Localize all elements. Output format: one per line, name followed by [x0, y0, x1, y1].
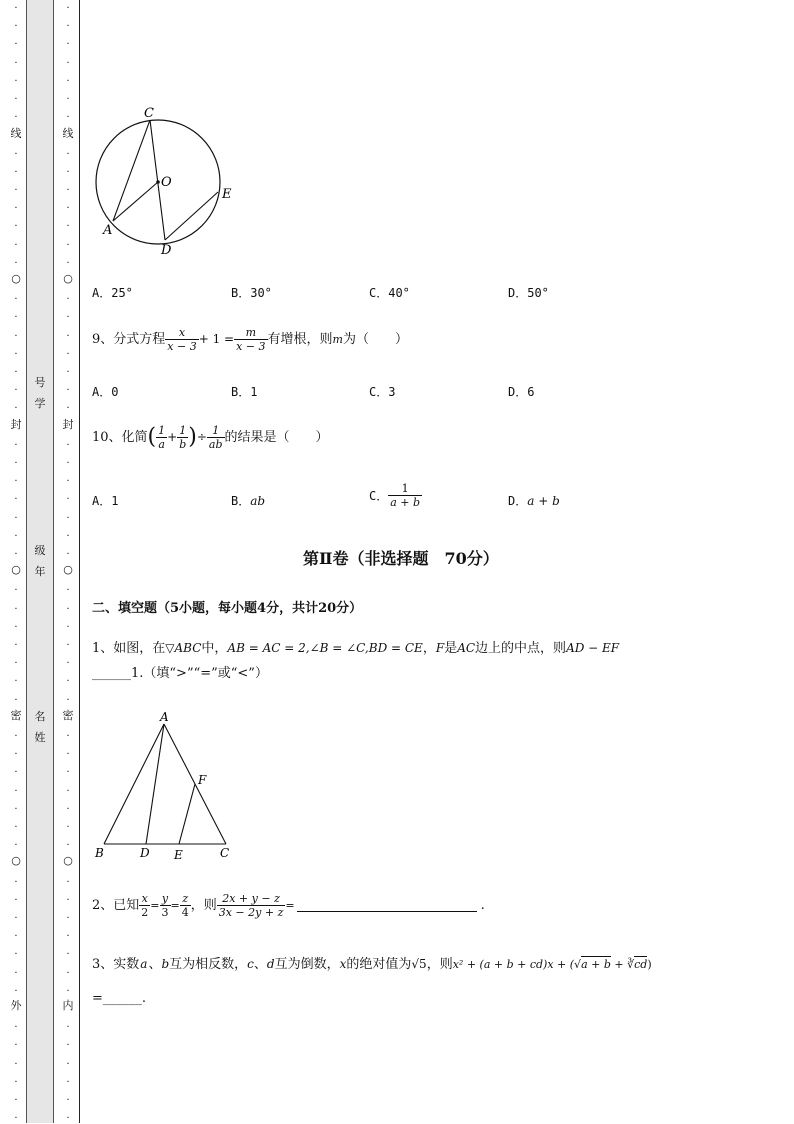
outer-label: 封 [10, 418, 22, 431]
outer-dot: · [14, 57, 18, 69]
inner-dot: · [66, 494, 70, 506]
q9-suffix: 有增根，则 [267, 332, 333, 347]
outer-dot: · [14, 166, 18, 178]
label-f: F [198, 773, 207, 787]
q10-option-c: C． $\frac{1}{a + b}$ [369, 482, 421, 509]
outer-dot: · [14, 640, 18, 651]
outer-dot: · [14, 876, 18, 888]
fill-question-3: 3、实数a、b互为相反数，c、d互为倒数，x的绝对值为√5，则x² + (a + b + cd)x + (√a + b + ∛cd) [92, 957, 652, 972]
outer-dot: · [14, 822, 18, 833]
inner-dot: · [66, 530, 70, 542]
outer-dot: · [14, 1113, 18, 1124]
outer-dot: · [14, 385, 18, 397]
label-d: D [161, 243, 172, 258]
q9-fraction-2: $\frac{m}{x - 3}$ [236, 326, 266, 353]
q9-fraction-1: $\frac{x}{x - 3}$ [167, 326, 197, 353]
inner-dot: · [66, 585, 70, 597]
q8-option-b: B．30° [231, 286, 272, 300]
outer-dot: · [14, 148, 18, 160]
inner-dot: · [66, 439, 70, 451]
q9-var: m [332, 333, 343, 346]
label-a: A [160, 710, 169, 724]
q10-prefix: 10、化简 [92, 430, 148, 445]
inner-dot: · [66, 621, 70, 633]
inner-circle-mark: ○ [63, 854, 73, 867]
f2-answer-blank[interactable] [297, 899, 477, 912]
fill-question-3-line-2: =______. [92, 991, 147, 1006]
q10-option-a: A．1 [92, 494, 119, 508]
inner-label: 密 [62, 709, 74, 722]
q10-suffix: 的结果是（ ） [224, 430, 329, 445]
outer-dot: · [14, 603, 18, 615]
outer-dot: · [14, 439, 18, 451]
outer-dot: · [14, 530, 18, 542]
outer-label: 密 [10, 709, 22, 722]
inner-dot: · [66, 221, 70, 233]
q9-option-c: C．3 [369, 385, 396, 399]
inner-dot: · [66, 694, 70, 706]
q8-option-c: C．40° [369, 286, 410, 300]
inner-dot: · [66, 39, 70, 51]
inner-dot: · [66, 785, 70, 797]
q10-frac-b: $\frac{1}{b}$ [179, 424, 187, 451]
outer-dot: · [14, 458, 18, 469]
inner-dot: · [66, 731, 70, 742]
label-e: E [174, 848, 183, 862]
inner-dot: · [66, 749, 70, 761]
q10-option-d: D．a + b [508, 494, 560, 508]
outer-dot: · [14, 75, 18, 87]
outer-dot: · [14, 21, 18, 33]
strip-label-ming: 名 [34, 710, 46, 723]
inner-dot: · [66, 894, 70, 906]
binding-line [79, 0, 80, 1123]
inner-dot: · [66, 385, 70, 397]
inner-circle-mark: ○ [63, 272, 73, 285]
inner-dot: · [66, 239, 70, 251]
q9-tail: 为（ ） [342, 332, 408, 347]
outer-dot: · [14, 676, 18, 688]
chord-ca [113, 120, 150, 221]
inner-dot: · [66, 57, 70, 69]
outer-dot: · [14, 312, 18, 324]
inner-dot: · [66, 967, 70, 979]
inner-dot: · [66, 458, 70, 469]
outer-dot: · [14, 1022, 18, 1034]
outer-dot: · [14, 967, 18, 979]
outer-dot: · [14, 785, 18, 797]
section-2-heading: 二、填空题（5小题，每小题4分，共计20分） [92, 601, 363, 616]
inner-label: 线 [62, 127, 74, 140]
outer-dot: · [14, 39, 18, 51]
inner-dot: · [66, 658, 70, 670]
triangle-figure [90, 708, 240, 868]
outer-dot: · [14, 221, 18, 233]
outer-dot: · [14, 330, 18, 342]
outer-dot: · [14, 1058, 18, 1070]
inner-dot: · [66, 803, 70, 815]
outer-dot: · [14, 403, 18, 415]
part-2-title: 第Ⅱ卷（非选择题 70分） [303, 549, 499, 568]
outer-circle-mark: ○ [11, 563, 21, 576]
inner-dot: · [66, 148, 70, 160]
circle-figure [88, 100, 248, 260]
inner-dot: · [66, 512, 70, 524]
inner-dot: · [66, 203, 70, 215]
segment-ef [179, 784, 195, 844]
inner-dot: · [66, 403, 70, 415]
strip-label-xing: 姓 [34, 731, 46, 744]
fill-question-2: 2、已知 $\frac{x}{2}$ = $\frac{y}{3}$ = $\frac{z}{4}$ ，则 $\frac{2x + y - z}{3x - 2y + z}$ = . [92, 892, 485, 919]
outer-dot: · [14, 94, 18, 105]
outer-dot: · [14, 1040, 18, 1052]
inner-dot: · [66, 94, 70, 105]
outer-label: 线 [10, 127, 22, 140]
f2-main-fraction: $\frac{2x + y - z}{3x - 2y + z}$ [218, 892, 284, 919]
outer-dot: · [14, 549, 18, 560]
inner-dot: · [66, 112, 70, 124]
inner-label: 封 [62, 418, 74, 431]
inner-dot: · [66, 1076, 70, 1088]
outer-dot: · [14, 1095, 18, 1106]
q8-option-d: D．50° [508, 286, 549, 300]
strip-label-nian: 年 [34, 565, 46, 578]
inner-dot: · [66, 75, 70, 87]
inner-dot: · [66, 294, 70, 306]
outer-dot-column [11, 0, 21, 1123]
outer-dot: · [14, 931, 18, 943]
inner-dot: · [66, 3, 70, 14]
inner-dot: · [66, 1113, 70, 1124]
inner-dot: · [66, 767, 70, 779]
inner-dot: · [66, 1095, 70, 1106]
outer-circle-mark: ○ [11, 854, 21, 867]
inner-dot: · [66, 1058, 70, 1070]
label-d: D [140, 846, 150, 860]
q9-prefix: 9、分式方程 [92, 332, 166, 347]
fill-question-1-line-2: ______1.（填“>”“=”或“<”） [92, 666, 268, 681]
inner-dot: · [66, 330, 70, 342]
q10-frac-a: $\frac{1}{a}$ [158, 424, 166, 451]
inner-dot: · [66, 257, 70, 269]
inner-dot: · [66, 1040, 70, 1052]
binding-strip [26, 0, 54, 1123]
outer-dot: · [14, 257, 18, 269]
outer-dot: · [14, 112, 18, 124]
label-b: B [95, 846, 104, 860]
strip-label-xue: 学 [34, 397, 46, 410]
inner-dot: · [66, 876, 70, 888]
outer-dot: · [14, 185, 18, 196]
inner-dot: · [66, 640, 70, 651]
outer-dot: · [14, 803, 18, 815]
outer-dot: · [14, 476, 18, 488]
label-c: C [144, 106, 154, 121]
outer-label: 外 [10, 999, 22, 1012]
outer-dot: · [14, 512, 18, 524]
label-c: C [220, 846, 230, 860]
outer-dot: · [14, 3, 18, 14]
q9-plus-one: + 1 = [198, 332, 235, 346]
outer-dot: · [14, 585, 18, 597]
outer-dot: · [14, 913, 18, 924]
outer-dot: · [14, 294, 18, 306]
inner-dot: · [66, 931, 70, 943]
q10-option-b: B．ab [231, 494, 266, 508]
inner-dot: · [66, 676, 70, 688]
outer-dot: · [14, 203, 18, 215]
outer-dot: · [14, 894, 18, 906]
outer-dot: · [14, 494, 18, 506]
outer-dot: · [14, 239, 18, 251]
fill-question-1: 1、如图，在▽ABC中，AB = AC = 2,∠B = ∠C,BD = CE，F是AC边上的中点，则AD − EF [92, 641, 620, 656]
outer-dot: · [14, 694, 18, 706]
outer-dot: · [14, 621, 18, 633]
inner-dot-column [63, 0, 73, 1123]
strip-label-ji: 级 [34, 544, 46, 557]
inner-dot: · [66, 549, 70, 560]
outer-dot: · [14, 949, 18, 961]
outer-dot: · [14, 348, 18, 360]
outer-dot: · [14, 658, 18, 670]
outer-dot: · [14, 749, 18, 761]
inner-dot: · [66, 166, 70, 178]
label-a: A [103, 223, 113, 238]
inner-dot: · [66, 1022, 70, 1034]
inner-dot: · [66, 185, 70, 196]
inner-dot: · [66, 312, 70, 324]
outer-dot: · [14, 840, 18, 852]
inner-dot: · [66, 476, 70, 488]
q9-option-a: A．0 [92, 385, 119, 399]
inner-circle-mark: ○ [63, 563, 73, 576]
label-o: O [161, 175, 172, 190]
q9-option-b: B．1 [231, 385, 258, 399]
inner-label: 内 [62, 999, 74, 1012]
label-e: E [222, 187, 232, 202]
outer-dot: · [14, 367, 18, 378]
outer-dot: · [14, 985, 18, 997]
strip-label-hao: 号 [34, 376, 46, 389]
q10-frac-c: $\frac{1}{ab}$ [208, 424, 223, 451]
inner-dot: · [66, 913, 70, 924]
outer-dot: · [14, 1076, 18, 1088]
outer-circle-mark: ○ [11, 272, 21, 285]
inner-dot: · [66, 603, 70, 615]
question-9 [92, 326, 408, 353]
q8-option-a: A．25° [92, 286, 133, 300]
question-10: 10、化简( $\frac{1}{a}$ + $\frac{1}{b}$ )÷ $\frac{1}{ab}$ 的结果是（ ） [92, 424, 329, 451]
inner-dot: · [66, 985, 70, 997]
inner-dot: · [66, 840, 70, 852]
outer-dot: · [14, 767, 18, 779]
inner-dot: · [66, 367, 70, 378]
inner-dot: · [66, 348, 70, 360]
outer-dot: · [14, 731, 18, 742]
center-point [156, 180, 160, 184]
q9-option-d: D．6 [508, 385, 535, 399]
inner-dot: · [66, 21, 70, 33]
inner-dot: · [66, 822, 70, 833]
inner-dot: · [66, 949, 70, 961]
